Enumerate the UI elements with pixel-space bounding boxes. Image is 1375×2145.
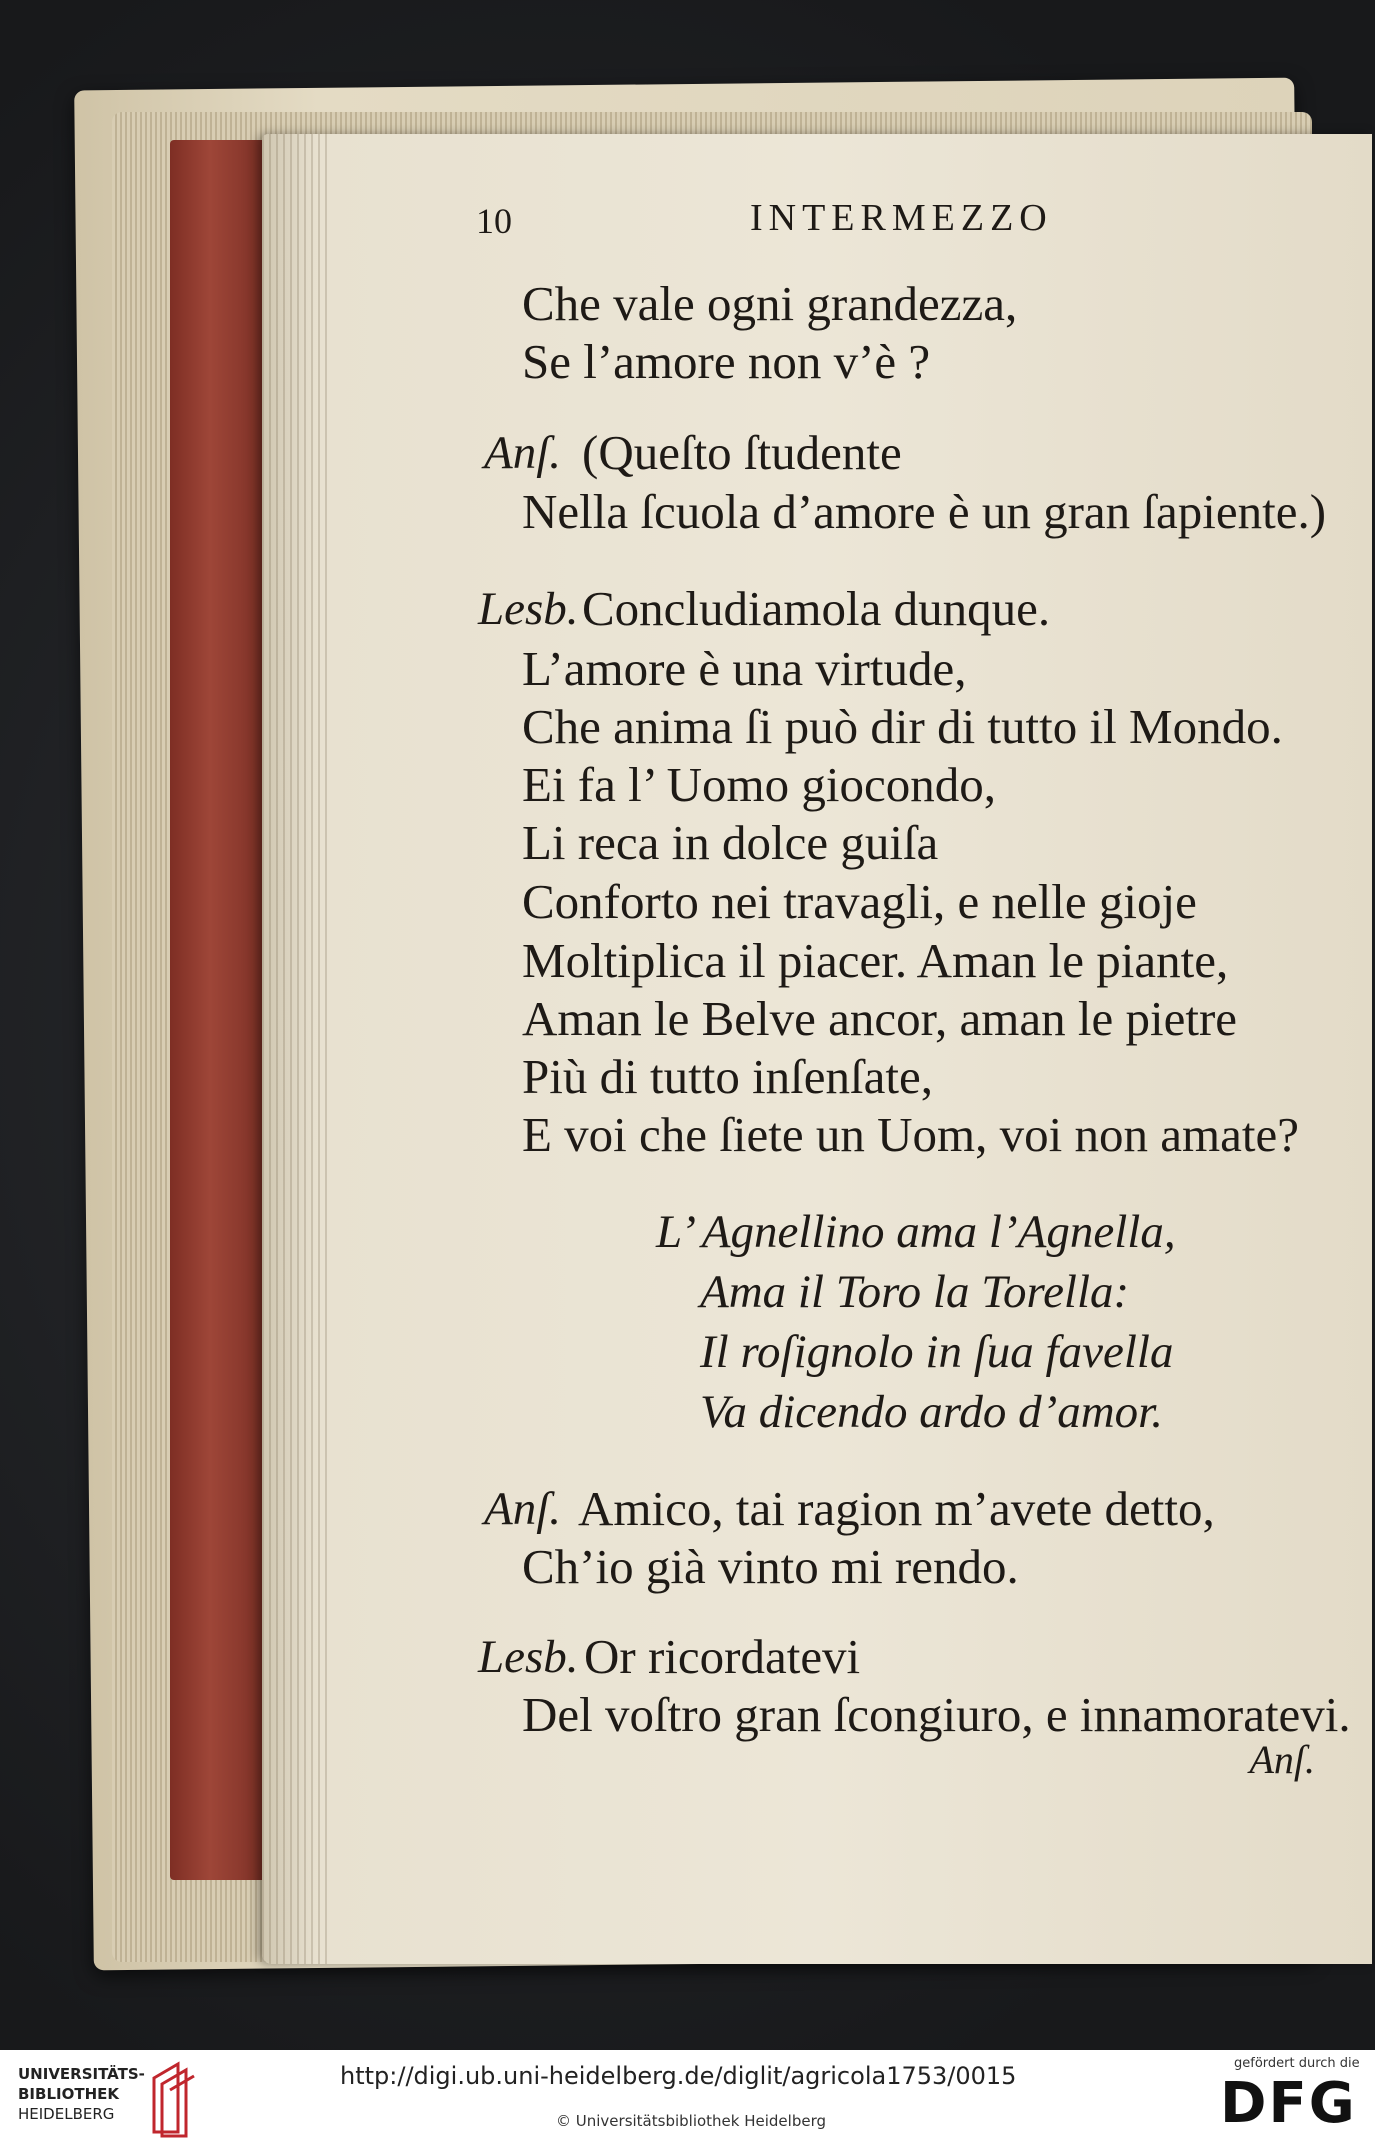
speaker-label: Lesb. (478, 1631, 579, 1683)
verse-line: L’amore è una virtude, (522, 641, 967, 696)
red-page-edge (170, 140, 270, 1880)
aria-line: Va dicendo ardo d’amor. (700, 1386, 1164, 1438)
aria-line: L’ Agnellino ama l’Agnella, (656, 1206, 1176, 1258)
verse-line: Or ricordatevi (584, 1629, 861, 1684)
page-number: 10 (476, 201, 512, 241)
verse-line: Li reca in dolce guiſa (522, 815, 939, 870)
speaker-label: Anſ. (484, 1483, 562, 1535)
page-gutter-shade (262, 134, 332, 1964)
logo-line: HEIDELBERG (18, 2105, 115, 2123)
verse-line: Concludiamola dunque. (582, 581, 1051, 636)
verse-line: Del voſtro gran ſcongiuro, e innamoratevi. (522, 1687, 1351, 1742)
verse-line: Aman le Belve ancor, aman le pietre (522, 991, 1238, 1046)
verse-line: Amico, tai ragion m’avete detto, (578, 1481, 1215, 1536)
aria-line: Ama il Toro la Torella: (700, 1266, 1130, 1318)
verse-line: Conforto nei travagli, e nelle gioje (522, 874, 1197, 929)
speaker-label: Anſ. (484, 427, 562, 479)
library-logo-icon (148, 2058, 196, 2138)
verse-line: Ch’io già vinto mi rendo. (522, 1539, 1019, 1594)
logo-line: BIBLIOTHEK (18, 2085, 119, 2103)
verse-line: Più di tutto inſenſate, (522, 1049, 934, 1104)
verse-line: Se l’amore non v’è ? (522, 334, 931, 389)
aria-line: Il roſignolo in ſua favella (700, 1326, 1174, 1378)
library-logo-text (18, 2064, 148, 2124)
logo-line: UNIVERSITÄTS- (18, 2065, 145, 2083)
dfg-logo: DFG (1220, 2071, 1357, 2136)
verse-line: (Queſto ſtudente (582, 425, 902, 480)
copyright-notice: © Universitätsbibliothek Heidelberg (556, 2112, 827, 2130)
speaker-label: Lesb. (478, 583, 579, 635)
viewer-footer (0, 2050, 1375, 2145)
verse-line: Che anima ſi può dir di tutto il Mondo. (522, 699, 1283, 754)
verse-line: Moltiplica il piacer. Aman le piante, (522, 933, 1229, 988)
verse-line: Che vale ogni grandezza, (522, 276, 1018, 331)
verse-line: E voi che ſiete un Uom, voi non amate? (522, 1107, 1299, 1162)
catchword: Anſ. (1249, 1737, 1315, 1782)
running-head: INTERMEZZO (750, 197, 1053, 239)
funder-caption: gefördert durch die (1234, 2056, 1360, 2071)
verse-line: Nella ſcuola d’amore è un gran ſapiente.) (522, 484, 1327, 539)
permalink-url[interactable]: http://digi.ub.uni-heidelberg.de/diglit/agricola1753/0015 (340, 2062, 1017, 2090)
verse-line: Ei fa l’ Uomo giocondo, (522, 757, 997, 812)
